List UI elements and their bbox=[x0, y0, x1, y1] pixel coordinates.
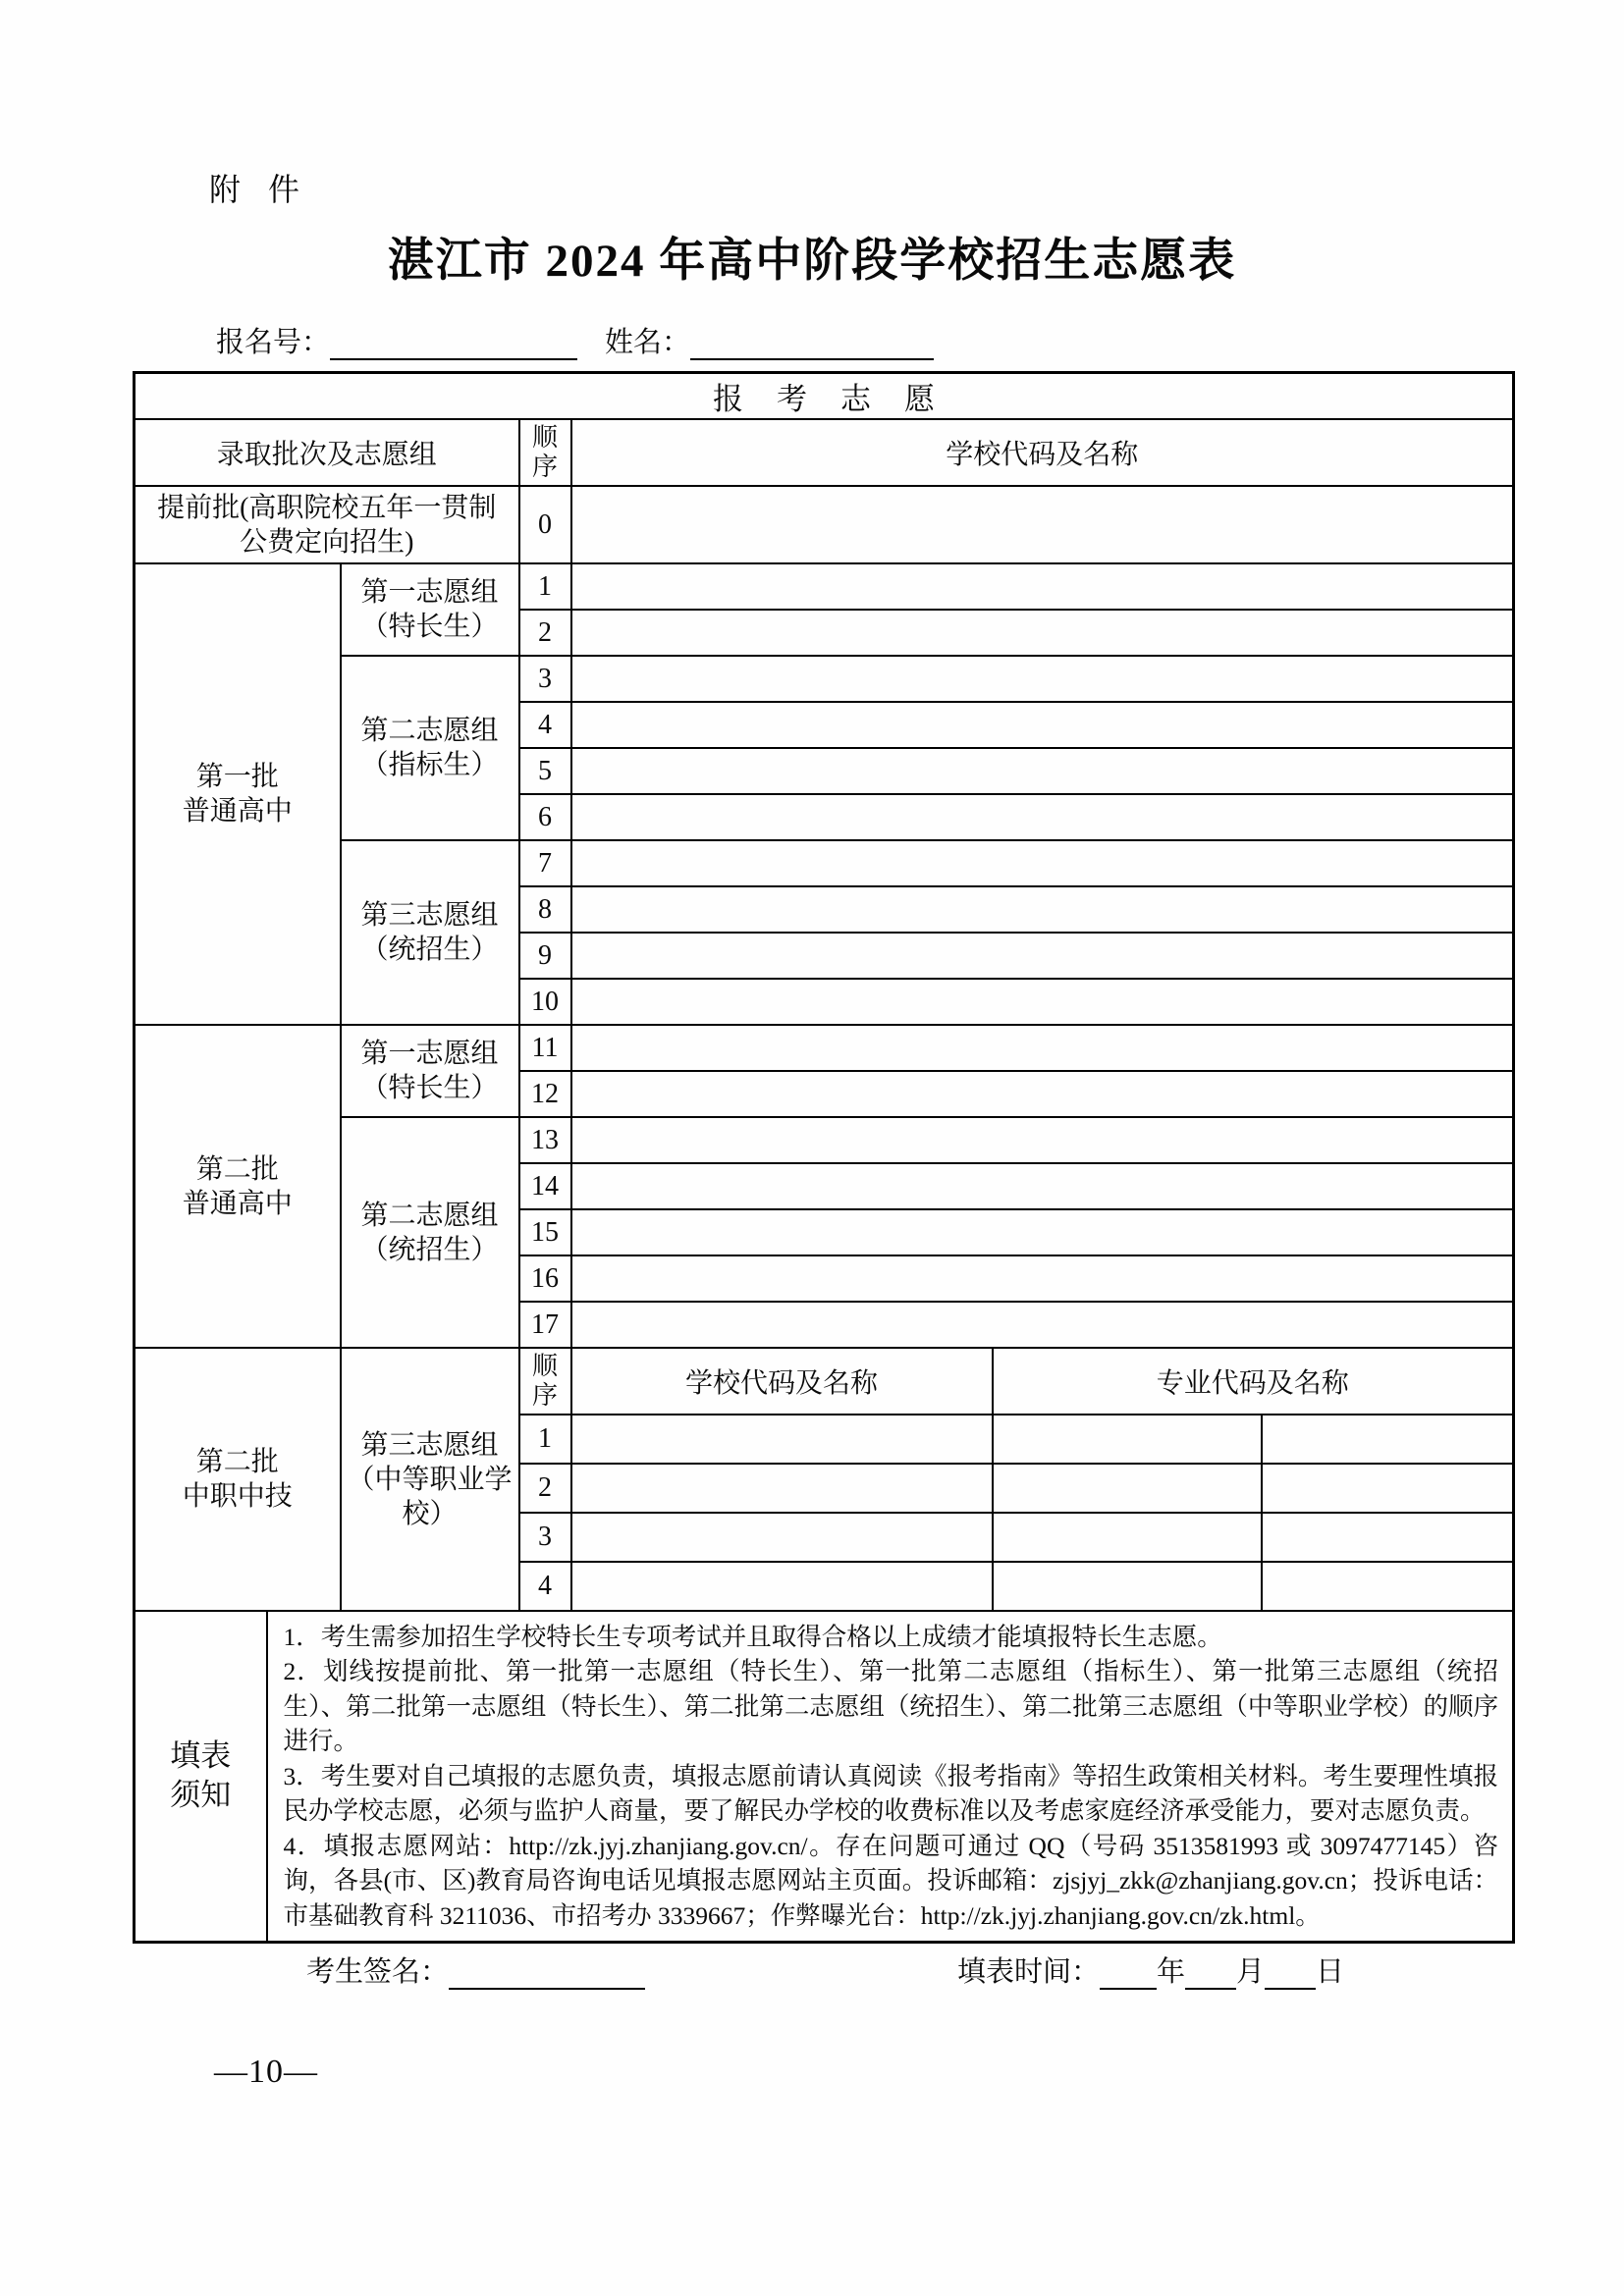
mid-school-entry-2[interactable] bbox=[571, 1464, 993, 1513]
name-blank[interactable] bbox=[690, 329, 934, 360]
order-mid-3: 3 bbox=[519, 1513, 571, 1562]
mid-major-entry-1a[interactable] bbox=[993, 1415, 1262, 1464]
batch3-label: 第二批 中职中技 bbox=[135, 1348, 341, 1611]
batch2-group1-label: 第一志愿组 （特长生） bbox=[341, 1025, 519, 1117]
day-label: 日 bbox=[1316, 1956, 1345, 1988]
school-entry-5[interactable] bbox=[571, 748, 1514, 794]
batch1-group2-label: 第二志愿组 （指标生） bbox=[341, 656, 519, 840]
mid-major-entry-3b[interactable] bbox=[1262, 1513, 1514, 1562]
mid-major-entry-3a[interactable] bbox=[993, 1513, 1262, 1562]
school-entry-4[interactable] bbox=[571, 702, 1514, 748]
header-school-mid: 学校代码及名称 bbox=[571, 1348, 993, 1415]
mid-major-entry-4a[interactable] bbox=[993, 1562, 1262, 1611]
table-title: 报考志愿 bbox=[135, 373, 1514, 420]
header-batch-group: 录取批次及志愿组 bbox=[135, 419, 519, 486]
order-mid-1: 1 bbox=[519, 1415, 571, 1464]
signature-label: 考生签名： bbox=[306, 1956, 450, 1988]
order-1: 1 bbox=[519, 563, 571, 610]
application-table bbox=[133, 371, 1515, 1944]
batch1-group3-label: 第三志愿组 （统招生） bbox=[341, 840, 519, 1025]
order-17: 17 bbox=[519, 1302, 571, 1348]
advance-batch-label: 提前批(高职院校五年一贯制 公费定向招生) bbox=[135, 486, 519, 563]
mid-major-entry-1b[interactable] bbox=[1262, 1415, 1514, 1464]
order-15: 15 bbox=[519, 1209, 571, 1255]
year-blank[interactable] bbox=[1100, 1958, 1157, 1990]
school-entry-8[interactable] bbox=[571, 886, 1514, 933]
order-3: 3 bbox=[519, 656, 571, 702]
month-label: 月 bbox=[1236, 1956, 1266, 1988]
note-item-3: 3．考生要对自己填报的志愿负责，填报志愿前请认真阅读《报考指南》等招生政策相关材料。考生要理性填报民办学校志愿，必须与监护人商量，要了解民办学校的收费标准以及考虑家庭经济承受能力，要对志愿负责。 bbox=[283, 1761, 1499, 1826]
order-13: 13 bbox=[519, 1117, 571, 1163]
order-mid-2: 2 bbox=[519, 1464, 571, 1513]
school-entry-2[interactable] bbox=[571, 610, 1514, 656]
header-school: 学校代码及名称 bbox=[571, 419, 1514, 486]
header-major-mid: 专业代码及名称 bbox=[993, 1348, 1514, 1415]
school-entry-17[interactable] bbox=[571, 1302, 1514, 1348]
batch1-group1-label: 第一志愿组 （特长生） bbox=[341, 563, 519, 656]
school-entry-12[interactable] bbox=[571, 1071, 1514, 1117]
batch2-label: 第二批 普通高中 bbox=[135, 1025, 341, 1348]
batch1-label: 第一批 普通高中 bbox=[135, 563, 341, 1025]
order-14: 14 bbox=[519, 1163, 571, 1209]
mid-major-entry-2a[interactable] bbox=[993, 1464, 1262, 1513]
order-2: 2 bbox=[519, 610, 571, 656]
school-entry-15[interactable] bbox=[571, 1209, 1514, 1255]
signature-blank[interactable] bbox=[449, 1958, 645, 1990]
school-entry-7[interactable] bbox=[571, 840, 1514, 886]
attachment-label: 附 件 bbox=[209, 172, 310, 207]
mid-major-entry-4b[interactable] bbox=[1262, 1562, 1514, 1611]
order-0: 0 bbox=[519, 486, 571, 563]
notes-label: 填表 须知 bbox=[135, 1611, 267, 1942]
order-7: 7 bbox=[519, 840, 571, 886]
order-4: 4 bbox=[519, 702, 571, 748]
name-label: 姓名： bbox=[605, 327, 691, 358]
reg-no-label: 报名号： bbox=[216, 327, 331, 358]
school-entry-14[interactable] bbox=[571, 1163, 1514, 1209]
page-number: —10— bbox=[214, 2054, 318, 2090]
registration-line bbox=[216, 320, 1394, 360]
school-entry-6[interactable] bbox=[571, 794, 1514, 840]
school-entry-10[interactable] bbox=[571, 979, 1514, 1025]
note-item-4: 4．填报志愿网站：http://zk.jyj.zhanjiang.gov.cn/。存在问题可通过 QQ（号码 3513581993 或 3097477145）咨询，各县(市、区)教育局咨询电话见填报志愿网站主页面。投诉邮箱：zjsjyj_zkk@zhanjiang.gov.cn；投诉电话：市基础教育科 3211036、市招考办 3339667；作弊曝光台：http://zk.jyj.zhanjiang.gov.cn/zk.html。 bbox=[283, 1831, 1499, 1930]
mid-major-entry-2b[interactable] bbox=[1262, 1464, 1514, 1513]
order-mid-4: 4 bbox=[519, 1562, 571, 1611]
note-item-2: 2．划线按提前批、第一批第一志愿组（特长生）、第一批第二志愿组（指标生）、第一批第三志愿组（统招生）、第二批第一志愿组（特长生）、第二批第二志愿组（统招生）、第二批第三志愿组（中等职业学校）的顺序进行。 bbox=[283, 1657, 1499, 1756]
batch2-group2-label: 第二志愿组 （统招生） bbox=[341, 1117, 519, 1348]
order-16: 16 bbox=[519, 1255, 571, 1302]
mid-school-entry-4[interactable] bbox=[571, 1562, 993, 1611]
school-entry-11[interactable] bbox=[571, 1025, 1514, 1071]
school-entry-13[interactable] bbox=[571, 1117, 1514, 1163]
school-entry-3[interactable] bbox=[571, 656, 1514, 702]
school-entry-16[interactable] bbox=[571, 1255, 1514, 1302]
page-title: 湛江市 2024 年高中阶段学校招生志愿表 bbox=[387, 236, 1237, 287]
mid-school-entry-3[interactable] bbox=[571, 1513, 993, 1562]
header-order-mid: 顺序 bbox=[519, 1348, 571, 1415]
month-blank[interactable] bbox=[1185, 1958, 1236, 1990]
date-label: 填表时间： bbox=[957, 1956, 1101, 1988]
mid-school-entry-1[interactable] bbox=[571, 1415, 993, 1464]
notes-body bbox=[267, 1611, 1514, 1942]
order-11: 11 bbox=[519, 1025, 571, 1071]
school-entry-0[interactable] bbox=[571, 486, 1514, 563]
school-entry-9[interactable] bbox=[571, 933, 1514, 979]
day-blank[interactable] bbox=[1265, 1958, 1316, 1990]
order-6: 6 bbox=[519, 794, 571, 840]
order-12: 12 bbox=[519, 1071, 571, 1117]
note-item-1: 1．考生需参加招生学校特长生专项考试并且取得合格以上成绩才能填报特长生志愿。 bbox=[283, 1623, 1222, 1651]
header-order: 顺序 bbox=[519, 419, 571, 486]
school-entry-1[interactable] bbox=[571, 563, 1514, 610]
batch3-group-label: 第三志愿组 （中等职业学 校） bbox=[341, 1348, 519, 1611]
order-5: 5 bbox=[519, 748, 571, 794]
order-8: 8 bbox=[519, 886, 571, 933]
order-9: 9 bbox=[519, 933, 571, 979]
order-10: 10 bbox=[519, 979, 571, 1025]
year-label: 年 bbox=[1157, 1956, 1186, 1988]
reg-no-blank[interactable] bbox=[330, 329, 577, 360]
